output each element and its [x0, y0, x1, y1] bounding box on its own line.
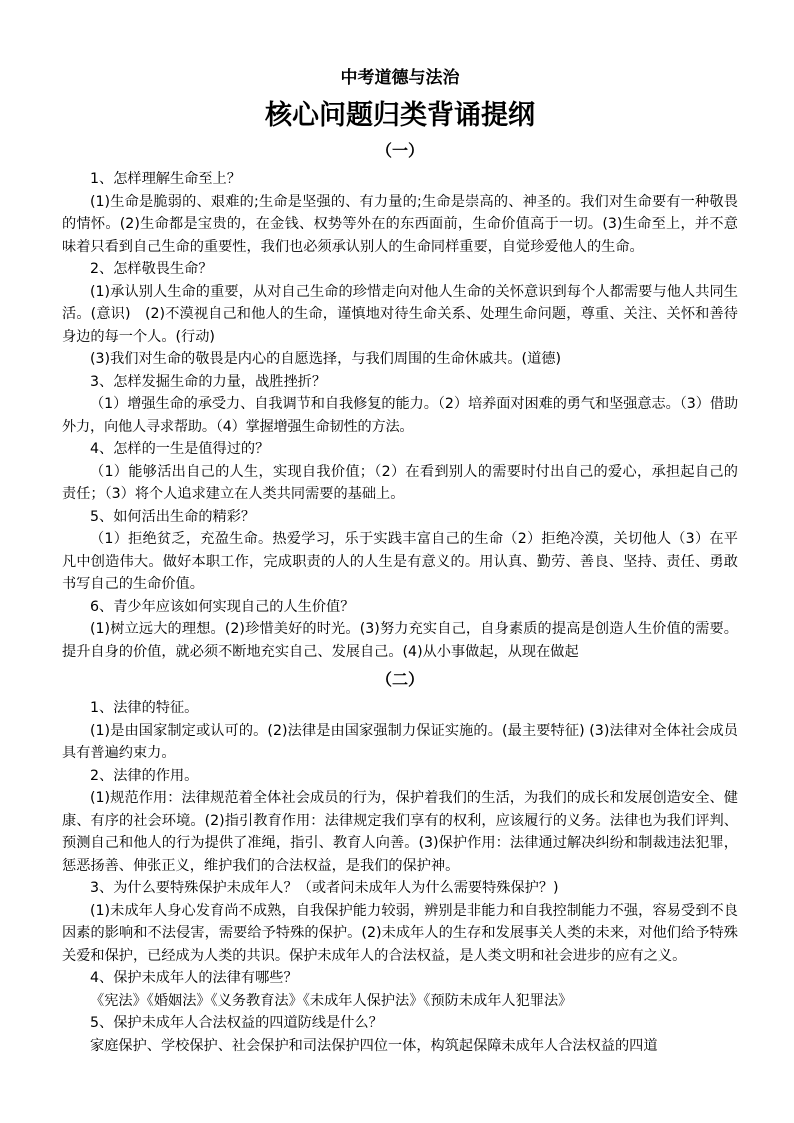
question: 2、怎样敬畏生命？ [90, 261, 213, 277]
question: 5、如何活出生命的精彩？ [90, 508, 256, 525]
answer: (1)树立远大的理想。(2)珍惜美好的时光。(3)努力充实自己，自身素质的提高是创造人生价值的需要。提升自身的价值，就必须不断地充实自己、发展自己。(4)从小事做起，从现在做起 [62, 621, 738, 660]
document-subtitle: 中考道德与法治 [340, 68, 460, 88]
question: 1、法律的特征。 [90, 700, 199, 716]
answer: （1）能够活出自己的人生，实现自我价值；（2）在看到别人的需要时付出自己的爱心，承担起自己的责任；（3）将个人追求建立在人类共同需要的基础上。 [62, 463, 738, 502]
section-one [62, 140, 738, 663]
answer: （1）拒绝贫乏，充盈生命。热爱学习，乐于实践丰富自己的生命（2）拒绝冷漠，关切他人（3）在平凡中创造伟大。做好本职工作，完成职责的人的人生是有意义的。用认真、勤劳、善良、坚持、责任、勇敢书写自己的生命价值。 [62, 531, 738, 592]
document-page [62, 66, 738, 1057]
question: 6、青少年应该如何实现自己的人生价值？ [90, 598, 355, 615]
answer: (1)生命是脆弱的、艰难的;生命是坚强的、有力量的;生命是崇高的、神圣的。我们对生命要有一种敬畏的情怀。(2)生命都是宝贵的，在金钱、权势等外在的东西面前，生命价值高于一切。(3)生命至上，并不意味着只看到自己生命的重要性，我们也必须承认别人的生命同样重要，自觉珍爱他人的生命。 [62, 193, 738, 255]
question: 2、法律的作用。 [90, 767, 199, 784]
answer: (1)承认别人生命的重要，从对自己生命的珍惜走向对他人生命的关怀意识到每个人都需要与他人共同生活。(意识) (2)不漠视自己和他人的生命，谨慎地对待生命关系、处理生命问题，尊重、关注、关怀和善待身边的每一个人。(行动) [62, 283, 738, 345]
question: 4、怎样的一生是值得过的？ [90, 441, 270, 457]
answer: (1)是由国家制定或认可的。(2)法律是由国家强制力保证实施的。(最主要特征) (3)法律对全体社会成员具有普遍约束力。 [62, 722, 738, 761]
section-two [62, 669, 738, 1057]
question: 3、怎样发掘生命的力量，战胜挫折？ [90, 373, 327, 390]
document-title: 核心问题归类背诵提纲 [265, 100, 535, 131]
answer: (1)规范作用：法律规范着全体社会成员的行为，保护着我们的生活，为我们的成长和发展创造安全、健康、有序的社会环境。(2)指引教育作用：法律规定我们享有的权利，应该履行的义务。法律也为我们评判、预测自己和他人的行为提供了准绳，指引、教育人向善。(3)保护作用：法律通过解决纠纷和制裁违法犯罪，惩恶扬善、伸张正义，维护我们的合法权益，是我们的保护神。 [62, 790, 738, 874]
section-heading: （二） [375, 670, 424, 689]
section-heading: （一） [375, 141, 424, 160]
question: 5、保护未成年人合法权益的四道防线是什么？ [90, 1015, 383, 1031]
answer: 《宪法》《婚姻法》《义务教育法》《未成年人保护法》《预防未成年人犯罪法》 [90, 992, 573, 1009]
answer: (3)我们对生命的敬畏是内心的自愿选择，与我们周围的生命休戚共。(道德) [90, 351, 561, 367]
answer: 家庭保护、学校保护、社会保护和司法保护四位一体，构筑起保障未成年人合法权益的四道 [90, 1037, 658, 1054]
question: 3、为什么要特殊保护未成年人？（或者问未成年人为什么需要特殊保护？) [90, 880, 559, 896]
answer: （1）增强生命的承受力、自我调节和自我修复的能力。（2）培养面对困难的勇气和坚强意志。（3）借助外力，向他人寻求帮助。（4）掌握增强生命韧性的方法。 [62, 396, 738, 435]
question: 4、保护未成年人的法律有哪些？ [90, 970, 298, 986]
question: 1、怎样理解生命至上？ [90, 171, 241, 187]
answer: (1)未成年人身心发育尚不成熟，自我保护能力较弱，辨别是非能力和自我控制能力不强，容易受到不良因素的影响和不法侵害，需要给予特殊的保护。(2)未成年人的生存和发展事关人类的未来，对他们给予特殊关爱和保护，已经成为人类的共识。保护未成年人的合法权益，是人类文明和社会进步的应有之义。 [62, 902, 738, 964]
